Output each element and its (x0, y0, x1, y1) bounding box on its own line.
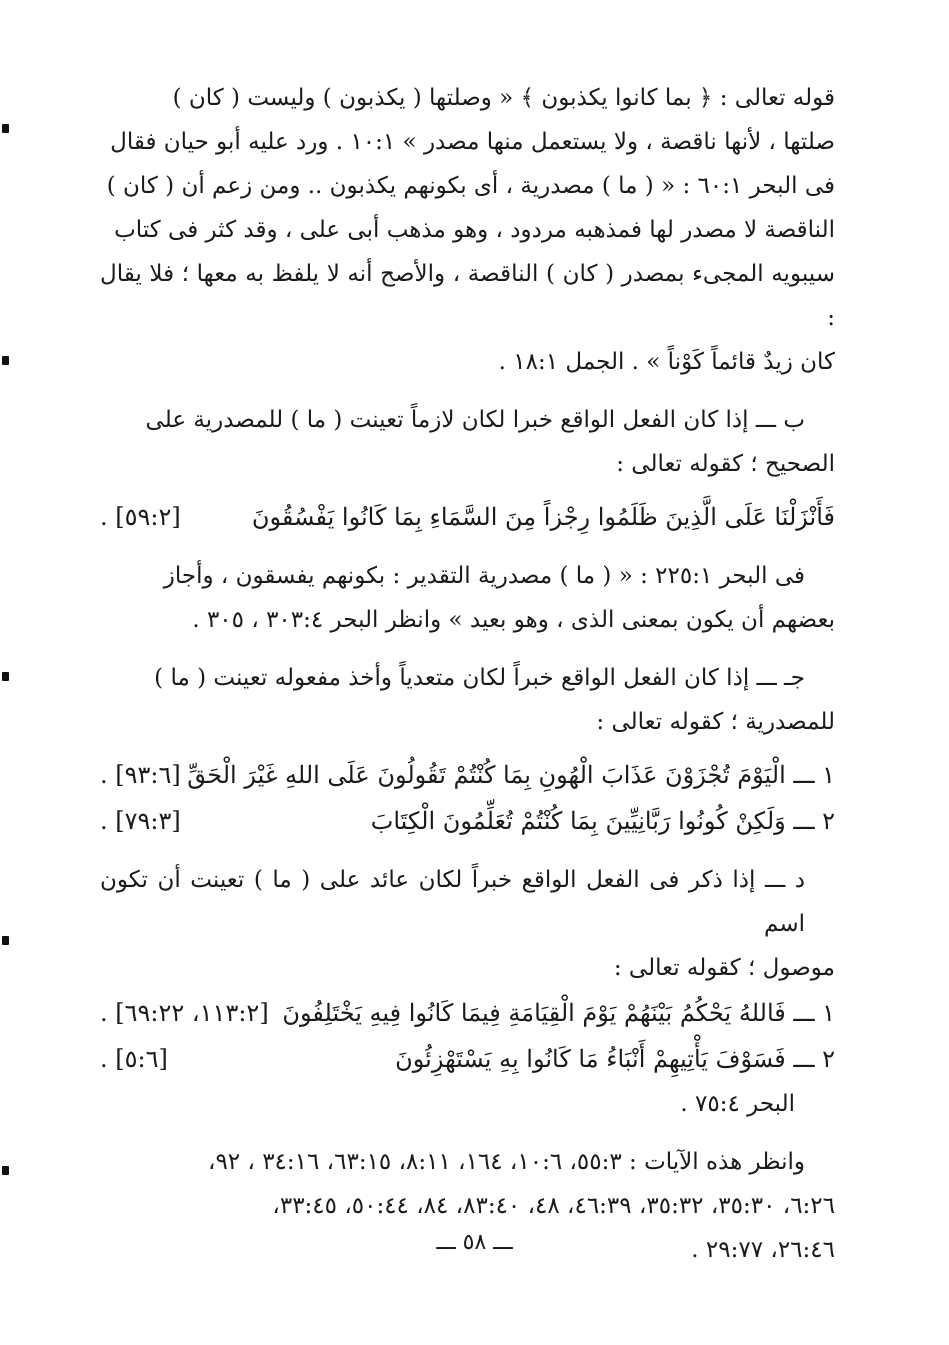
verse-reference: [٧٩:٣] . (100, 807, 181, 835)
margin-mark (2, 124, 9, 133)
quran-verse (100, 1036, 835, 1082)
verse-text: ٢ ـــ وَلَكِنْ كُونُوا رَبَّانِيِّينَ بِمَا كُنْتُمْ تُعَلِّمُونَ الْكِتَابَ (370, 807, 835, 835)
text-line: جـ ـــ إذا كان الفعل الواقع خبراً لكان متعدياً وأخذ مفعوله تعينت ( ما ) (154, 665, 805, 691)
quran-verse (100, 798, 835, 844)
verse-reference: [٩٣:٦] . (100, 761, 181, 789)
body-text (100, 76, 835, 1272)
text-line: فى البحر ٦٠:١ : « ( ما ) مصدرية ، أى بكونهم يكذبون .. ومن زعم أن ( كان ) (106, 173, 835, 199)
verse-reference: [١١٣:٢، ٦٩:٢٢] . (100, 999, 269, 1027)
margin-mark (2, 1166, 9, 1175)
text-line: وانظر هذه الآيات : ٥٥:٣، ١٠:٦، ١٦٤، ٨:١١، ٦٣:١٥، ٣٤:١٦ ، ٩٢، (208, 1149, 805, 1175)
text-line: د ـــ إذا ذكر فى الفعل الواقع خبراً لكان عائد على ( ما ) تعينت أن تكون اسم (100, 867, 805, 937)
page-number: ـــ ٥٨ ـــ (436, 1230, 513, 1255)
verse-reference: [٥٩:٢] . (100, 503, 181, 531)
text-line: فى البحر ٢٢٥:١ : « ( ما ) مصدرية التقدير : بكونهم يفسقون ، وأجاز (163, 563, 805, 589)
quran-verse (100, 990, 835, 1036)
verse-text: ١ ـــ فَاللهُ يَحْكُمُ بَيْنَهُمْ يَوْمَ الْقِيَامَةِ فِيمَا كَانُوا فِيهِ يَخْتَلِفُونَ (282, 999, 835, 1027)
verse-text: ٢ ـــ فَسَوْفَ يَأْتِيهِمْ أَنْبَاءُ مَا كَانُوا بِهِ يَسْتَهْزِئُونَ (395, 1045, 835, 1073)
paragraph-d (100, 858, 835, 990)
paragraph-a (100, 76, 835, 384)
margin-mark (2, 672, 9, 681)
text-line: بعضهم أن يكون بمعنى الذى ، وهو بعيد » وانظر البحر ٣٠٣:٤ ، ٣٠٥ . (192, 607, 835, 633)
paragraph-b (100, 398, 835, 486)
text-line: ب ـــ إذا كان الفعل الواقع خبرا لكان لازماً تعينت ( ما ) للمصدرية على (145, 407, 805, 433)
text-line: الناقصة لا مصدر لها فمذهبه مردود ، وهو مذهب أبى على ، وقد كثر فى كتاب (114, 217, 835, 243)
text-line: البحر ٧٥:٤ . (680, 1091, 795, 1117)
text-line: الصحيح ؛ كقوله تعالى : (616, 451, 835, 477)
paragraph-bahr (100, 554, 835, 642)
quran-verse (100, 494, 835, 540)
quran-verse (100, 752, 835, 798)
verse-text: ١ ـــ الْيَوْمَ تُجْزَوْنَ عَذَابَ الْهُونِ بِمَا كُنْتُمْ تَقُولُونَ عَلَى اللهِ غَيْرَ الْحَقِّ (187, 761, 835, 789)
text-line: موصول ؛ كقوله تعالى : (613, 955, 835, 981)
verse-text: فَأَنْزَلْنَا عَلَى الَّذِينَ ظَلَمُوا رِجْزاً مِنَ السَّمَاءِ بِمَا كَانُوا يَفْسُقُونَ (251, 503, 835, 531)
text-line: ٢٦:٤٦، ٢٩:٧٧ . (691, 1237, 835, 1263)
margin-mark (2, 356, 9, 365)
text-line: صلتها ، لأنها ناقصة ، ولا يستعمل منها مصدر » ١٠:١ . ورد عليه أبو حيان فقال (110, 129, 835, 155)
text-line: ٦:٢٦، ٣٥:٣٠، ٣٥:٣٢، ٤٦:٣٩، ٤٨، ٨٣:٤٠، ٨٤، ٥٠:٤٤، ٣٣:٤٥، (272, 1193, 835, 1219)
text-line: للمصدرية ؛ كقوله تعالى : (596, 709, 835, 735)
text-line: سيبويه المجىء بمصدر ( كان ) الناقصة ، والأصح أنه لا يلفظ به معها ؛ فلا يقال : (100, 261, 835, 331)
verse-reference: [٥:٦] . (100, 1045, 168, 1073)
text-line: قوله تعالى : ﴿ بما كانوا يكذبون ﴾ « وصلتها ( يكذبون ) وليست ( كان ) (172, 85, 835, 111)
paragraph-c (100, 656, 835, 744)
margin-mark (2, 936, 9, 945)
text-line: كان زيدٌ قائماً كَوْناً » . الجمل ١٨:١ . (498, 349, 835, 375)
